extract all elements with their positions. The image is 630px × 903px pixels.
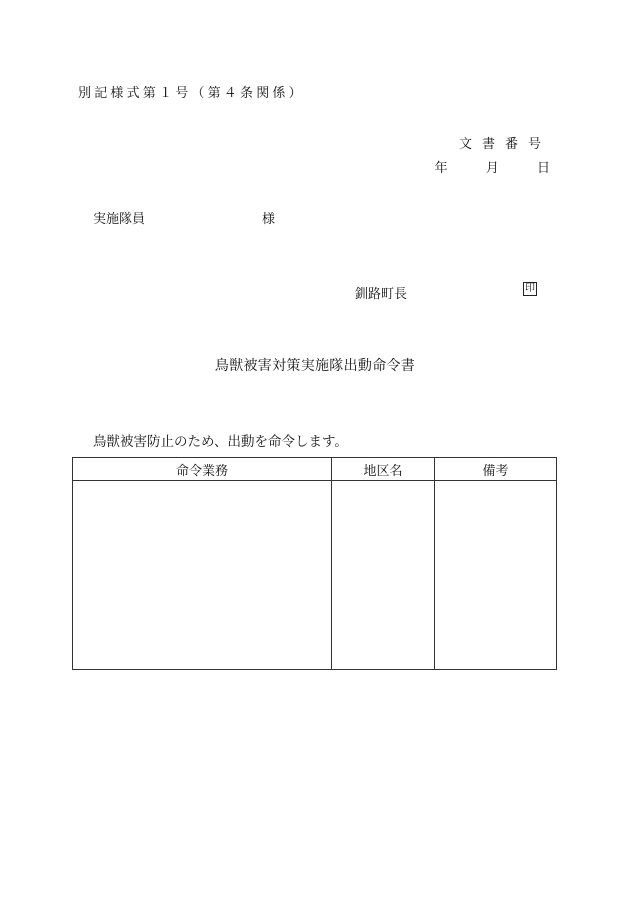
date-year-label: 年 bbox=[434, 161, 448, 176]
date-month-label: 月 bbox=[485, 161, 499, 176]
recipient-honorific: 様 bbox=[262, 212, 276, 227]
header-district-name: 地区名 bbox=[332, 458, 435, 481]
order-table bbox=[72, 457, 557, 670]
table-row bbox=[73, 481, 557, 670]
header-remarks: 備考 bbox=[435, 458, 557, 481]
date-day-label: 日 bbox=[536, 161, 550, 176]
body-text: 鳥獣被害防止のため、出動を命令します。 bbox=[93, 434, 348, 450]
document-title: 鳥獣被害対策実施隊出動命令書 bbox=[214, 358, 416, 374]
seal-mark: 印 bbox=[525, 283, 535, 294]
issuer-name: 釧路町長 bbox=[355, 287, 408, 302]
header-order-duty: 命令業務 bbox=[73, 458, 332, 481]
cell-remarks bbox=[435, 481, 557, 670]
cell-order-duty bbox=[73, 481, 332, 670]
document-number-label: 文書番号 bbox=[458, 137, 551, 152]
form-label: 別記様式第１号（第４条関係） bbox=[78, 86, 305, 101]
recipient-title: 実施隊員 bbox=[93, 212, 146, 227]
table-header-row bbox=[73, 458, 557, 481]
date-line bbox=[435, 157, 550, 176]
cell-district-name bbox=[332, 481, 435, 670]
